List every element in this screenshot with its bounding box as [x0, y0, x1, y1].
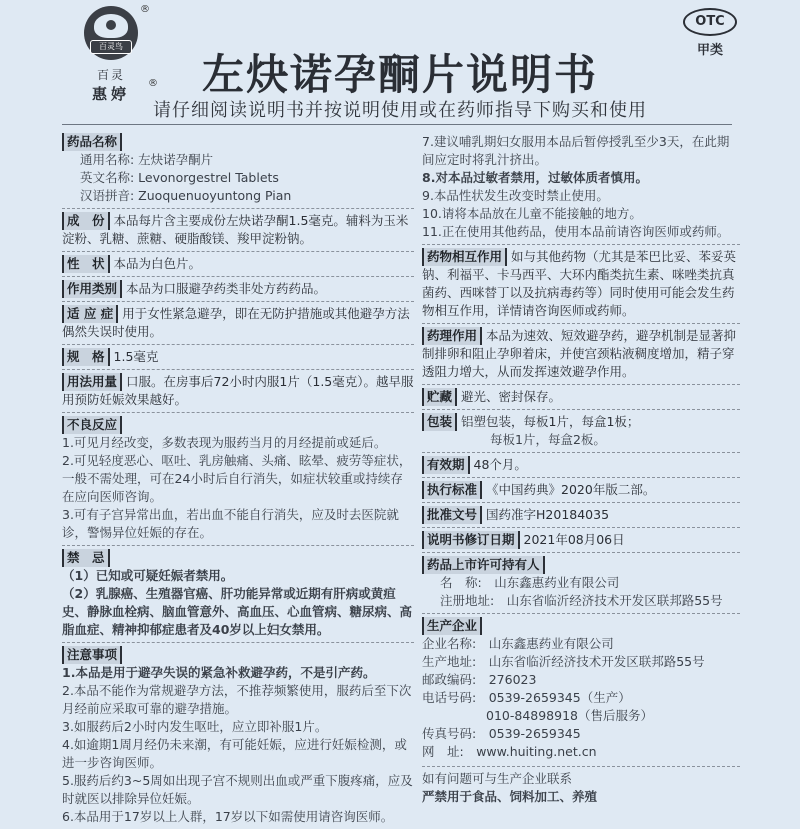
- section-label: 生产企业: [422, 617, 482, 635]
- section-label: 药品上市许可持有人: [422, 556, 545, 574]
- section-label: 成 份: [62, 212, 110, 230]
- section-label: 性 状: [62, 255, 110, 273]
- manufacturer-website: 网 址: www.huiting.net.cn: [422, 744, 597, 759]
- section-standard: [422, 477, 740, 502]
- section-dosage: [62, 369, 414, 412]
- section-label: 规 格: [62, 348, 110, 366]
- section-storage: [422, 384, 740, 409]
- section-label: 有效期: [422, 456, 470, 474]
- brand-main-text: 惠婷: [91, 85, 130, 103]
- dosage-text: 口服。在房事后72小时内服1片（1.5毫克）。越早服用预防妊娠效果越好。: [62, 374, 414, 407]
- section-precautions-cont: [422, 130, 740, 244]
- registered-mark-2: ®: [148, 78, 158, 89]
- generic-name: 通用名称: 左炔诺孕酮片: [80, 152, 214, 167]
- interaction-text: 如与其他药物（尤其是苯巴比妥、苯妥英钠、利福平、卡马西平、大环内酯类抗生素、咪唑类抗真菌药、西咪替丁以及抗病毒药等）同时使用可能会发生药物相互作用，详情请咨询医师或药师。: [422, 249, 737, 318]
- pharmacology-text: 本品为速效、短效避孕药，避孕机制是显著抑制排卵和阻止孕卵着床，并使宫颈粘液稠度增加，精子穿透阻力增大，从而发挥速效避孕作用。: [422, 328, 737, 379]
- adverse-item: 3.可有子宫异常出血，若出血不能自行消失，应及时去医院就诊，警惕异位妊娠的存在。: [62, 507, 399, 540]
- registered-mark: ®: [140, 4, 150, 15]
- section-appearance: [62, 251, 414, 276]
- header-divider: [62, 124, 732, 125]
- category-text: 本品为口服避孕药类非处方药药品。: [126, 281, 327, 296]
- section-adverse: [62, 412, 414, 545]
- warning-text: 严禁用于食品、饲料加工、养殖: [422, 789, 598, 804]
- section-validity: [422, 452, 740, 477]
- indication-text: 用于女性紧急避孕，即在无防护措施或其他避孕方法偶然失误时使用。: [62, 306, 410, 339]
- precaution-item: 1.本品是用于避孕失误的紧急补救避孕药，不是引产药。: [62, 665, 376, 680]
- adverse-item: 2.可见轻度恶心、呕吐、乳房触痛、头痛、眩晕、疲劳等症状，一般不需处理，可在24小时后自行消失，如症状较重或持续存在应向医师咨询。: [62, 453, 412, 504]
- section-label: 包装: [422, 413, 457, 431]
- precaution-item: 6.本品用于17岁以上人群，17岁以下如需使用请咨询医师。: [62, 809, 394, 824]
- spec-text: 1.5毫克: [113, 349, 159, 364]
- precaution-item: 7.建议哺乳期妇女服用本品后暂停授乳至少3天，在此期间应定时将乳汁挤出。: [422, 134, 730, 167]
- brand-small-text: 百灵: [96, 68, 125, 82]
- section-revision: [422, 527, 740, 552]
- section-label: 说明书修订日期: [422, 531, 520, 549]
- section-precautions: [62, 642, 414, 829]
- page-title: 左炔诺孕酮片说明书: [201, 50, 598, 99]
- precaution-item: 10.请将本品放在儿童不能接触的地方。: [422, 206, 642, 221]
- right-column: [422, 130, 740, 809]
- section-label: 执行标准: [422, 481, 482, 499]
- appearance-text: 本品为白色片。: [113, 256, 202, 271]
- section-holder: [422, 552, 740, 613]
- section-category: [62, 276, 414, 301]
- section-label: 贮藏: [422, 388, 457, 406]
- package-line-2: 每板1片，每盒2板。: [490, 432, 606, 447]
- section-label: 禁 忌: [62, 549, 110, 567]
- precaution-item: 2.本品不能作为常规避孕方法，不推荐频繁使用，服药后至下次月经前应采取可靠的避孕措施。: [62, 683, 412, 716]
- section-interactions: [422, 244, 740, 323]
- manufacturer-postcode: 邮政编码: 276023: [422, 672, 537, 687]
- section-spec: [62, 344, 414, 369]
- section-label: 药品名称: [62, 133, 122, 151]
- section-label: 注意事项: [62, 646, 122, 664]
- section-label: 药理作用: [422, 327, 482, 345]
- section-manufacturer: [422, 613, 740, 764]
- manufacturer-address: 生产地址: 山东省临沂经济技术开发区联邦路55号: [422, 654, 705, 669]
- approval-text: 国药准字H20184035: [486, 507, 610, 522]
- manufacturer-fax: 传真号码: 0539-2659345: [422, 726, 581, 741]
- precaution-item: 3.如服药后2小时内发生呕吐，应立即补服1片。: [62, 719, 328, 734]
- ingredients-text: 本品每片含主要成份左炔诺孕酮1.5毫克。辅料为玉米淀粉、乳糖、蔗糖、硬脂酸镁、羧甲淀粉钠。: [62, 213, 409, 246]
- manufacturer-phone-2: 010-84898918（售后服务）: [486, 708, 653, 723]
- section-label: 批准文号: [422, 506, 482, 524]
- left-column: [62, 130, 414, 829]
- section-package: [422, 409, 740, 452]
- adverse-item: 1.可见月经改变，多数表现为服药当月的月经提前或延后。: [62, 435, 387, 450]
- standard-text: 《中国药典》2020年版二部。: [486, 482, 656, 497]
- precaution-item: 11.正在使用其他药品，使用本品前请咨询医师或药师。: [422, 224, 730, 239]
- otc-class: 甲类: [696, 43, 723, 58]
- section-label: 适 应 症: [62, 305, 118, 323]
- section-contraindications: [62, 545, 414, 642]
- package-line-1: 铝塑包装，每板1片，每盒1板；: [461, 414, 640, 429]
- storage-text: 避光、密封保存。: [461, 389, 562, 404]
- english-name: 英文名称: Levonorgestrel Tablets: [80, 170, 279, 185]
- contra-item: （2）乳腺癌、生殖器官癌、肝功能异常或近期有肝病或黄疸史、静脉血栓病、脑血管意外、高血压、心血管病、糖尿病、高脂血症、精神抑郁症患者及40岁以上妇女禁用。: [62, 586, 413, 637]
- precaution-item: 8.对本品过敏者禁用，过敏体质者慎用。: [422, 170, 648, 185]
- contra-item: （1）已知或可疑妊娠者禁用。: [62, 568, 234, 583]
- manufacturer-name: 企业名称: 山东鑫惠药业有限公司: [422, 636, 614, 651]
- pinyin-name: 汉语拼音: Zuoquenuoyuntong Pian: [80, 188, 292, 203]
- section-ingredients: [62, 208, 414, 251]
- manufacturer-phone: 电话号码: 0539-2659345（生产）: [422, 690, 631, 705]
- precaution-item: 9.本品性状发生改变时禁止使用。: [422, 188, 609, 203]
- holder-name: 名 称: 山东鑫惠药业有限公司: [440, 575, 620, 590]
- page-subtitle: 请仔细阅读说明书并按说明使用或在药师指导下购买和使用: [153, 100, 647, 121]
- section-indication: [62, 301, 414, 344]
- validity-text: 48个月。: [473, 457, 527, 472]
- logo-badge-text: 百灵鸟: [90, 40, 132, 54]
- section-label: 药物相互作用: [422, 248, 507, 266]
- section-drug-name: [62, 130, 414, 208]
- otc-mark: OTC: [683, 8, 737, 36]
- contact-text: 如有问题可与生产企业联系: [422, 771, 573, 786]
- precaution-item: 5.服药后约3~5周如出现子宫不规则出血或严重下腹疼痛，应及时就医以排除异位妊娠。: [62, 773, 413, 806]
- section-label: 作用类别: [62, 280, 122, 298]
- section-contact: [422, 766, 740, 809]
- revision-text: 2021年08月06日: [523, 532, 625, 547]
- section-approval: [422, 502, 740, 527]
- section-pharmacology: [422, 323, 740, 384]
- holder-address: 注册地址: 山东省临沂经济技术开发区联邦路55号: [440, 593, 723, 608]
- section-label: 用法用量: [62, 373, 122, 391]
- section-label: 不良反应: [62, 416, 122, 434]
- precaution-item: 4.如逾期1周月经仍未来潮，有可能妊娠，应进行妊娠检测，或进一步咨询医师。: [62, 737, 407, 770]
